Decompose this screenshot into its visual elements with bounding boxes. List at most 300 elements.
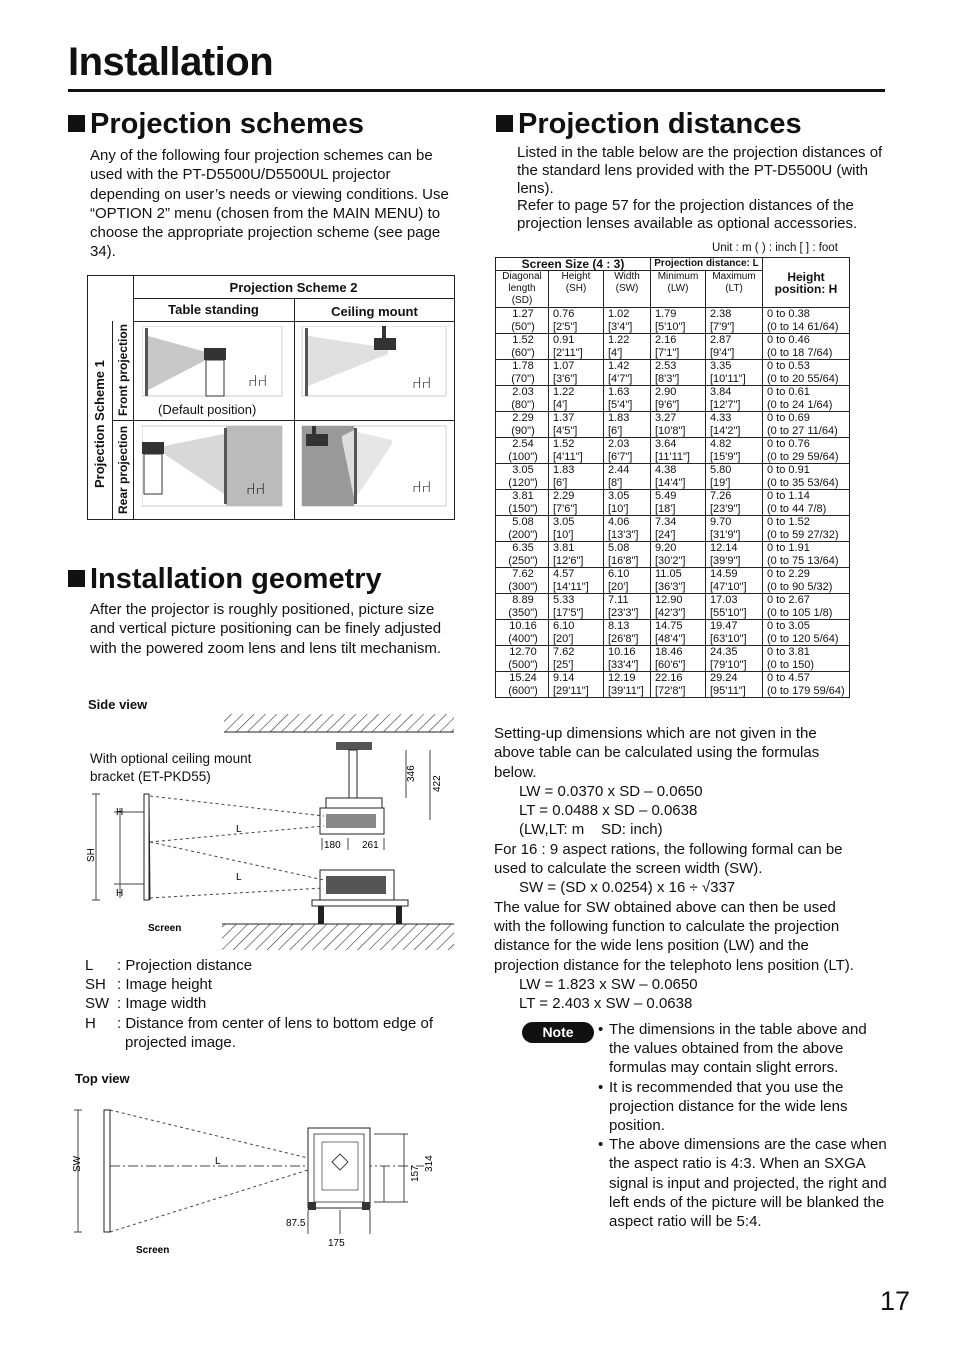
cell-value: 3.27 [655, 412, 677, 424]
cell-value-alt: (0 to 44 7/8) [767, 502, 827, 515]
table-cell [763, 334, 850, 360]
cell-value-alt: (200") [508, 528, 538, 541]
table-cell [706, 620, 763, 646]
cell-value-alt: [7'1"] [655, 346, 680, 359]
cell-value-alt: (50") [511, 320, 535, 333]
cell-value: 0 to 1.52 [767, 516, 810, 528]
cell-value: 0 to 4.57 [767, 672, 810, 684]
geometry-heading [68, 563, 382, 595]
table-cell [651, 334, 706, 360]
cell-value-alt: [18'] [655, 502, 676, 515]
cell-value: 3.05 [608, 490, 630, 502]
cell-value-alt: (0 to 179 59/64) [767, 684, 845, 697]
cell-value-alt: [12'6"] [553, 554, 584, 567]
cell-value-alt: (120") [508, 476, 538, 489]
cell-value: 5.08 [608, 542, 630, 554]
cell-value: 6.10 [553, 620, 575, 632]
cell-value-alt: [48'4"] [655, 632, 686, 645]
cell-value: 22.16 [655, 672, 683, 684]
dim-l-bottom: L [236, 872, 242, 883]
rear-projection-label: Rear projection [116, 425, 130, 514]
cell-value: 1.52 [553, 438, 575, 450]
legend-key: L [85, 957, 94, 974]
table-cell [706, 490, 763, 516]
dim-175: 175 [328, 1238, 345, 1249]
cell-value: 0 to 0.69 [767, 412, 810, 424]
table-cell [651, 360, 706, 386]
cell-value: 2.16 [655, 334, 677, 346]
cell-value: 10.16 [509, 620, 537, 632]
table-cell [549, 490, 604, 516]
table-cell [706, 464, 763, 490]
table-cell [706, 568, 763, 594]
scheme2-label: Projection Scheme 2 [229, 280, 358, 295]
table-cell [763, 646, 850, 672]
cell-value: 3.05 [553, 516, 575, 528]
table-row [496, 594, 850, 620]
cell-value-alt: (0 to 14 61/64) [767, 320, 839, 333]
cell-value-alt: [9'4"] [710, 346, 735, 359]
cell-value-alt: [60'6"] [655, 658, 686, 671]
cell-value: 0 to 0.53 [767, 360, 810, 372]
table-cell [549, 620, 604, 646]
front-table-illustration [142, 326, 282, 396]
cell-value-alt: [6'] [553, 476, 568, 489]
cell-value-alt: [16'8"] [608, 554, 639, 567]
table-cell [549, 412, 604, 438]
table-cell [763, 308, 850, 334]
cell-value: 0 to 0.61 [767, 386, 810, 398]
cell-value-alt: [7'9"] [710, 320, 735, 333]
min-header: Minimum (LW) [651, 271, 706, 308]
table-cell [706, 438, 763, 464]
cell-value: 0 to 2.29 [767, 568, 810, 580]
cell-value-alt: [14'2"] [710, 424, 741, 437]
formula-block [494, 724, 894, 1013]
cell-value-alt: [31'9"] [710, 528, 741, 541]
schemes-heading-text: Projection schemes [90, 108, 364, 140]
cell-value: 3.81 [553, 542, 575, 554]
cell-value: 2.90 [655, 386, 677, 398]
table-cell [549, 334, 604, 360]
formula-line: projection distance for the telephoto lens position (LT). [494, 956, 854, 974]
note-item: • It is recommended that you use the projection distance for the wide lens position. [598, 1078, 888, 1136]
cell-value-alt: [26'8"] [608, 632, 639, 645]
table-cell [549, 516, 604, 542]
table-cell [496, 568, 549, 594]
svg-text:⑁⑁: ⑁⑁ [412, 375, 432, 392]
table-cell [496, 412, 549, 438]
table-cell [706, 308, 763, 334]
dim-l-top-view: L [215, 1156, 221, 1167]
table-cell [604, 672, 651, 698]
default-position-label: (Default position) [158, 402, 257, 417]
cell-value-alt: (0 to 90 5/32) [767, 580, 833, 593]
cell-value-alt: (350") [508, 606, 538, 619]
table-cell [604, 386, 651, 412]
cell-value-alt: [5'4"] [608, 398, 633, 411]
cell-value-alt: [10'8"] [655, 424, 686, 437]
cell-value: 2.38 [710, 308, 732, 320]
cell-value: 17.03 [710, 594, 738, 606]
table-cell [651, 672, 706, 698]
cell-value-alt: [63'10"] [710, 632, 747, 645]
cell-value: 1.42 [608, 360, 630, 372]
cell-value: 14.59 [710, 568, 738, 580]
formula-lines [494, 724, 894, 1013]
legend-key: SH [85, 976, 106, 994]
cell-value: 29.24 [710, 672, 738, 684]
cell-value: 4.06 [608, 516, 630, 528]
legend-desc: : Image height [117, 976, 213, 994]
table-cell [651, 594, 706, 620]
cell-value-alt: (0 to 35 53/64) [767, 476, 839, 489]
distances-heading-text: Projection distances [518, 108, 802, 140]
cell-value: 3.35 [710, 360, 732, 372]
table-row [496, 568, 850, 594]
table-cell [496, 360, 549, 386]
screen-label-side: Screen [148, 923, 182, 934]
cell-value: 1.83 [553, 464, 575, 476]
table-cell [496, 464, 549, 490]
cell-value-alt: (0 to 120 5/64) [767, 632, 839, 645]
front-projection-label: Front projection [116, 324, 130, 416]
cell-value: 0.91 [553, 334, 575, 346]
geometry-heading-text: Installation geometry [90, 563, 382, 595]
table-cell [604, 438, 651, 464]
cell-value: 7.34 [655, 516, 677, 528]
top-view-label: Top view [75, 1071, 130, 1086]
table-cell [604, 490, 651, 516]
legend-desc: : Projection distance [117, 957, 253, 974]
unit-legend: Unit : m ( ) : inch [ ] : foot [712, 242, 838, 254]
cell-value-alt: [5'10"] [655, 320, 686, 333]
dim-h-top: H [116, 807, 124, 818]
title-rule [68, 89, 885, 92]
table-cell [651, 412, 706, 438]
table-row [496, 308, 850, 334]
side-view-label: Side view [88, 697, 148, 712]
legend-desc: : Image width [117, 995, 207, 1013]
table-cell [549, 464, 604, 490]
cell-value: 5.33 [553, 594, 575, 606]
cell-value-alt: [10'] [608, 502, 629, 515]
table-cell [496, 672, 549, 698]
table-row [496, 646, 850, 672]
table-cell [549, 308, 604, 334]
cell-value-alt: (0 to 27 11/64) [767, 424, 838, 437]
table-cell [549, 568, 604, 594]
cell-value: 19.47 [710, 620, 738, 632]
cell-value-alt: [42'3"] [655, 606, 686, 619]
table-cell [549, 386, 604, 412]
table-cell [763, 620, 850, 646]
height-header: Height (SH) [549, 271, 604, 308]
formula-line: LW = 1.823 x SW – 0.0650 [494, 975, 698, 993]
cell-value-alt: (70") [511, 372, 535, 385]
dim-346: 346 [406, 765, 417, 782]
cell-value-alt: [72'8"] [655, 684, 686, 697]
max-header: Maximum (LT) [706, 271, 763, 308]
table-cell [604, 308, 651, 334]
cell-value: 1.22 [608, 334, 630, 346]
cell-value: 0 to 0.76 [767, 438, 810, 450]
legend-key: H [85, 1014, 96, 1032]
cell-value-alt: [30'2"] [655, 554, 686, 567]
table-cell [651, 464, 706, 490]
table-row [496, 490, 850, 516]
cell-value-alt: [25'] [553, 658, 574, 671]
cell-value: 12.70 [509, 646, 537, 658]
table-cell [496, 334, 549, 360]
table-row [496, 542, 850, 568]
cell-value: 14.75 [655, 620, 683, 632]
table-cell [604, 360, 651, 386]
geometry-text: After the projector is roughly positioned, picture size and vertical picture positioning can be finely adjusted with the powered zoom lens and lens tilt mechanism. [90, 601, 442, 657]
note-item: • The dimensions in the table above and the values obtained from the above formulas may contain slight errors. [598, 1020, 888, 1078]
top-view-diagram [64, 1098, 464, 1258]
table-cell [706, 516, 763, 542]
legend-key: SW [85, 995, 110, 1013]
cell-value: 24.35 [710, 646, 738, 658]
table-cell [763, 568, 850, 594]
cell-value-alt: (150") [508, 502, 538, 515]
cell-value-alt: [13'3"] [608, 528, 639, 541]
formula-line: LW = 0.0370 x SD – 0.0650 [494, 782, 703, 800]
proj-distance-header: Projection distance: L [651, 258, 763, 271]
cell-value-alt: [47'10"] [710, 580, 747, 593]
cell-value: 4.57 [553, 568, 575, 580]
svg-text:⑁⑁: ⑁⑁ [412, 479, 432, 496]
cell-value-alt: [3'4"] [608, 320, 633, 333]
cell-value-alt: [24'] [655, 528, 676, 541]
side-view-diagram [86, 712, 456, 957]
table-cell [604, 568, 651, 594]
cell-value-alt: [36'3"] [655, 580, 686, 593]
table-cell [706, 334, 763, 360]
table-cell [706, 386, 763, 412]
dim-157: 157 [410, 1165, 421, 1182]
table-cell [763, 464, 850, 490]
cell-value-alt: [6'7"] [608, 450, 633, 463]
table-cell [496, 646, 549, 672]
table-cell [651, 490, 706, 516]
cell-value: 1.37 [553, 412, 575, 424]
cell-value: 3.64 [655, 438, 677, 450]
note-badge: Note [522, 1022, 594, 1043]
table-cell [651, 438, 706, 464]
cell-value: 9.14 [553, 672, 575, 684]
formula-line: LT = 2.403 x SW – 0.0638 [494, 995, 693, 1013]
cell-value: 6.10 [608, 568, 630, 580]
cell-value-alt: [33'4"] [608, 658, 639, 671]
cell-value-alt: (90") [511, 424, 535, 437]
ceiling-mount-note: With optional ceiling mount bracket (ET-PKD55) [90, 751, 252, 784]
formula-line: (LW,LT: m SD: inch) [494, 821, 663, 839]
distances-text-1: Listed in the table below are the projection distances of the standard lens provided with the PT-D5500U (with lens). [517, 144, 883, 197]
svg-text:⑁⑁: ⑁⑁ [248, 373, 268, 390]
note-item: • The above dimensions are the case when the aspect ratio is 4:3. When an SXGA signal is input and projected, the right and left ends of the picture will be blanked the aspect ratio will be 5:4. [598, 1135, 888, 1231]
cell-value: 1.22 [553, 386, 575, 398]
table-row [496, 620, 850, 646]
formula-line: LT = 0.0488 x SD – 0.0638 [494, 802, 698, 820]
cell-value-alt: [20'] [608, 580, 629, 593]
table-cell [651, 516, 706, 542]
table-row [496, 464, 850, 490]
page-number: 17 [880, 1286, 911, 1316]
cell-value-alt: [7'6"] [553, 502, 578, 515]
cell-value-alt: [15'9"] [710, 450, 741, 463]
cell-value: 8.13 [608, 620, 630, 632]
rear-ceiling-illustration [302, 426, 446, 506]
table-cell [763, 386, 850, 412]
cell-value: 4.33 [710, 412, 732, 424]
cell-value-alt: [23'9"] [710, 502, 741, 515]
table-cell [604, 542, 651, 568]
cell-value: 1.27 [512, 308, 534, 320]
formula-line: The value for SW obtained above can then be used [494, 898, 836, 916]
cell-value: 0 to 3.05 [767, 620, 810, 632]
cell-value-alt: [39'9"] [710, 554, 741, 567]
page-title: Installation [68, 40, 274, 84]
cell-value-alt: (0 to 75 13/64) [767, 554, 839, 567]
cell-value: 2.87 [710, 334, 732, 346]
geometry-legend [85, 956, 465, 1052]
cell-value: 1.63 [608, 386, 630, 398]
cell-value: 1.83 [608, 412, 630, 424]
cell-value-alt: (0 to 24 1/64) [767, 398, 833, 411]
cell-value-alt: (0 to 29 59/64) [767, 450, 839, 463]
cell-value: 0 to 0.91 [767, 464, 810, 476]
formula-line: below. [494, 763, 537, 781]
distance-table [495, 257, 850, 698]
cell-value-alt: (0 to 20 55/64) [767, 372, 839, 385]
cell-value: 3.05 [512, 464, 534, 476]
cell-value-alt: [8'3"] [655, 372, 680, 385]
dim-h-bottom: H [116, 888, 124, 899]
cell-value: 0 to 3.81 [767, 646, 810, 658]
table-cell [763, 542, 850, 568]
cell-value: 2.44 [608, 464, 630, 476]
height-position-header: Height position: H [763, 258, 850, 308]
table-standing-label: Table standing [168, 302, 259, 317]
cell-value: 5.80 [710, 464, 732, 476]
dim-sh: SH [86, 848, 97, 862]
table-cell [496, 542, 549, 568]
note-list [598, 1020, 888, 1231]
table-cell [706, 412, 763, 438]
dim-sw: SW [72, 1155, 83, 1172]
cell-value: 0 to 0.38 [767, 308, 810, 320]
cell-value: 7.11 [608, 594, 629, 606]
dim-180: 180 [324, 840, 341, 851]
dim-422: 422 [432, 775, 443, 792]
distances-text-2: Refer to page 57 for the projection distances of the projection lenses available as optional accessories. [517, 197, 858, 233]
cell-value: 6.35 [512, 542, 534, 554]
formula-line: used to calculate the screen width (SW). [494, 860, 763, 878]
screen-size-header: Screen Size (4 : 3) [496, 258, 651, 271]
table-cell [496, 308, 549, 334]
cell-value: 8.89 [512, 594, 534, 606]
cell-value: 2.03 [512, 386, 534, 398]
cell-value-alt: (250") [508, 554, 538, 567]
cell-value-alt: [95'11"] [710, 684, 746, 697]
rear-table-illustration [142, 426, 282, 506]
scheme-illustrations [142, 326, 452, 516]
formula-line: Setting-up dimensions which are not given in the [494, 725, 817, 742]
table-cell [496, 516, 549, 542]
table-cell [651, 542, 706, 568]
cell-value-alt: (300") [508, 580, 538, 593]
cell-value-alt: [20'] [553, 632, 574, 645]
cell-value-alt: [2'11"] [553, 346, 583, 359]
cell-value-alt: [14'11"] [553, 580, 589, 593]
cell-value-alt: [4'] [608, 346, 623, 359]
cell-value-alt: [23'3"] [608, 606, 639, 619]
formula-line: with the following function to calculate the projection [494, 917, 840, 935]
cell-value-alt: (0 to 105 1/8) [767, 606, 833, 619]
table-cell [604, 464, 651, 490]
table-cell [604, 620, 651, 646]
cell-value-alt: [29'11"] [553, 684, 589, 697]
cell-value: 7.62 [512, 568, 534, 580]
table-cell [706, 542, 763, 568]
legend-desc: : Distance from center of lens to bottom edge of projected image. [117, 1014, 433, 1051]
cell-value: 1.07 [553, 360, 575, 372]
cell-value: 2.29 [553, 490, 575, 502]
cell-value: 11.05 [655, 568, 682, 580]
cell-value: 0 to 1.91 [767, 542, 810, 554]
cell-value: 1.78 [512, 360, 534, 372]
table-cell [604, 646, 651, 672]
table-cell [763, 412, 850, 438]
front-ceiling-illustration [302, 326, 446, 396]
table-cell [651, 646, 706, 672]
svg-text:⑁⑁: ⑁⑁ [246, 481, 266, 498]
width-header: Width (SW) [604, 271, 651, 308]
table-cell [496, 594, 549, 620]
cell-value-alt: (500") [508, 658, 538, 671]
table-cell [604, 594, 651, 620]
cell-value-alt: (80") [511, 398, 535, 411]
table-cell [549, 594, 604, 620]
cell-value-alt: [6'] [608, 424, 623, 437]
table-row [496, 360, 850, 386]
cell-value-alt: [3'6"] [553, 372, 578, 385]
table-cell [706, 594, 763, 620]
cell-value: 2.03 [608, 438, 630, 450]
table-cell [604, 516, 651, 542]
table-cell [496, 438, 549, 464]
screen-label-top: Screen [136, 1245, 170, 1256]
cell-value: 7.26 [710, 490, 732, 502]
table-cell [763, 490, 850, 516]
cell-value-alt: (600") [508, 684, 538, 697]
table-cell [604, 334, 651, 360]
table-cell [604, 412, 651, 438]
distances-text [517, 144, 889, 233]
table-cell [763, 360, 850, 386]
table-row [496, 334, 850, 360]
table-cell [549, 672, 604, 698]
square-bullet-icon [68, 115, 85, 132]
cell-value: 12.90 [655, 594, 683, 606]
cell-value: 0 to 1.14 [767, 490, 810, 502]
cell-value: 0.76 [553, 308, 575, 320]
table-cell [549, 360, 604, 386]
ceiling-mount-label: Ceiling mount [331, 304, 418, 319]
cell-value-alt: (0 to 18 7/64) [767, 346, 833, 359]
